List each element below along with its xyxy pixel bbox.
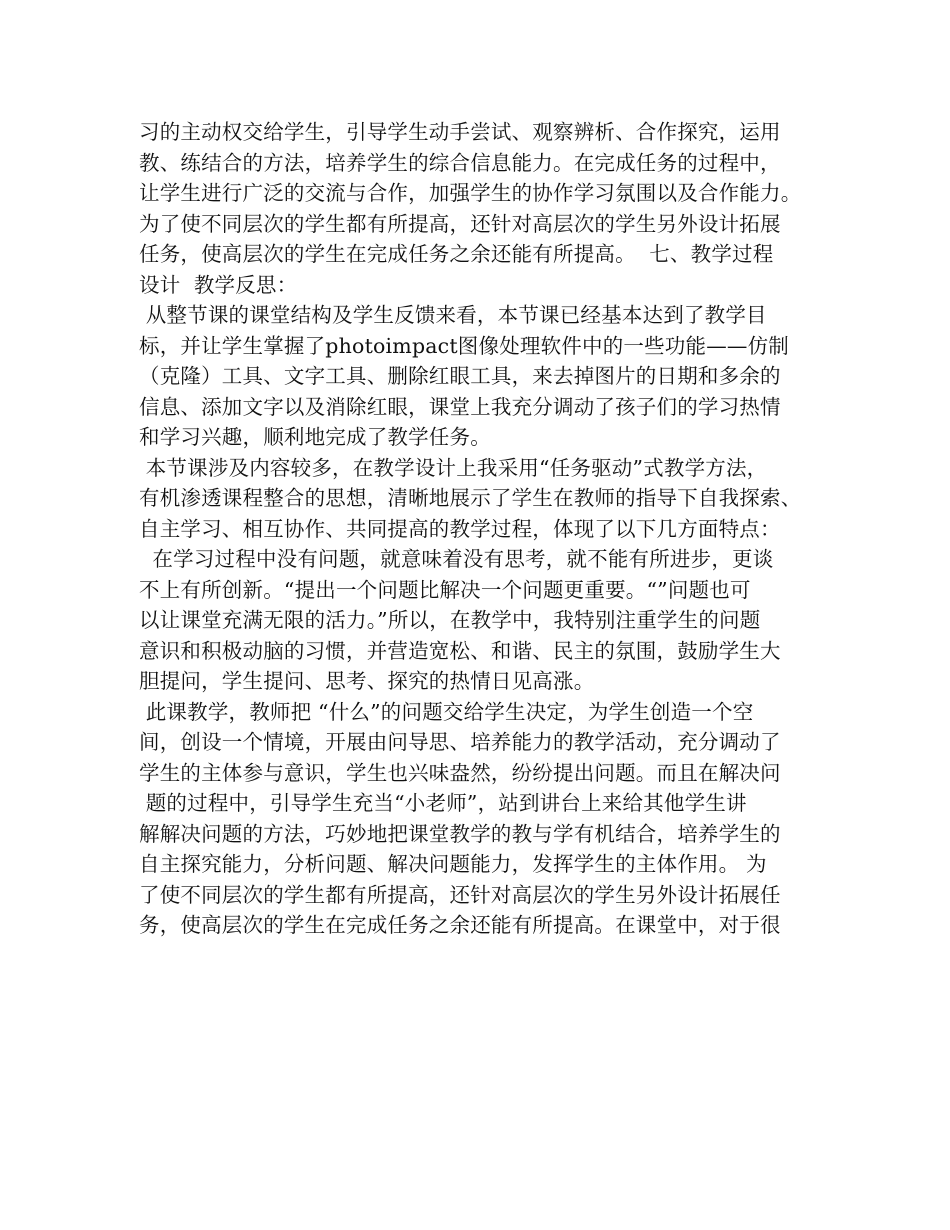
text-line: 间，创设一个情境，开展由问导思、培养能力的教学活动，充分调动了 bbox=[139, 730, 781, 754]
text-line: 习的主动权交给学生，引导学生动手尝试、观察辨析、合作探究，运用 bbox=[139, 120, 781, 144]
text-line: 自主学习、相互协作、共同提高的教学过程，体现了以下几方面特点： bbox=[139, 516, 781, 541]
text-line: 胆提问，学生提问、思考、探究的热情日见高涨。 bbox=[139, 669, 595, 693]
text-line: 标，并让学生掌握了photoimpact图像处理软件中的一些功能——仿制 bbox=[139, 333, 790, 358]
text-line: 任务，使高层次的学生在完成任务之余还能有所提高。 七、教学过程 bbox=[139, 242, 774, 266]
text-line: 以让课堂充满无限的活力。”所以，在教学中，我特别注重学生的问题 bbox=[139, 608, 761, 632]
text-line: 为了使不同层次的学生都有所提高，还针对高层次的学生另外设计拓展 bbox=[139, 211, 781, 236]
text-line: 解解决问题的方法，巧妙地把课堂教学的教与学有机结合，培养学生的 bbox=[139, 821, 781, 846]
text-line: 和学习兴趣，顺利地完成了教学任务。 bbox=[139, 425, 491, 449]
text-line: 了使不同层次的学生都有所提高，还针对高层次的学生另外设计拓展任 bbox=[139, 882, 781, 907]
text-line: 信息、添加文字以及消除红眼，课堂上我充分调动了孩子们的学习热情 bbox=[139, 394, 781, 419]
text-line: 务，使高层次的学生在完成任务之余还能有所提高。在课堂中，对于很 bbox=[139, 913, 781, 937]
text-line: （克隆）工具、文字工具、删除红眼工具，来去掉图片的日期和多余的 bbox=[139, 364, 781, 388]
text-line: 让学生进行广泛的交流与合作，加强学生的协作学习氛围以及合作能力。 bbox=[139, 181, 802, 205]
text-line: 不上有所创新。“提出一个问题比解决一个问题更重要。“”问题也可 bbox=[139, 577, 751, 602]
text-line: 教、练结合的方法，培养学生的综合信息能力。在完成任务的过程中， bbox=[139, 150, 781, 175]
text-line: 意识和积极动脑的习惯，并营造宽松、和谐、民主的氛围，鼓励学生大 bbox=[139, 638, 781, 663]
text-line: 题的过程中，引导学生充当“小老师”，站到讲台上来给其他学生讲 bbox=[139, 791, 747, 815]
text-line: 本节课涉及内容较多，在教学设计上我采用“任务驱动”式教学方法， bbox=[139, 455, 768, 480]
body-text bbox=[139, 117, 829, 941]
text-line: 从整节课的课堂结构及学生反馈来看，本节课已经基本达到了教学目 bbox=[139, 303, 767, 327]
text-line: 自主探究能力，分析问题、解决问题能力，发挥学生的主体作用。 为 bbox=[139, 852, 767, 876]
text-line: 在学习过程中没有问题，就意味着没有思考，就不能有所进步，更谈 bbox=[139, 547, 774, 571]
text-line: 学生的主体参与意识，学生也兴味盎然，纷纷提出问题。而且在解决问 bbox=[139, 760, 781, 785]
text-line: 设计 教学反思： bbox=[139, 272, 298, 297]
text-line: 此课教学，教师把 “什么”的问题交给学生决定，为学生创造一个空 bbox=[139, 699, 754, 724]
text-line: 有机渗透课程整合的思想，清晰地展示了学生在教师的指导下自我探索、 bbox=[139, 486, 802, 510]
